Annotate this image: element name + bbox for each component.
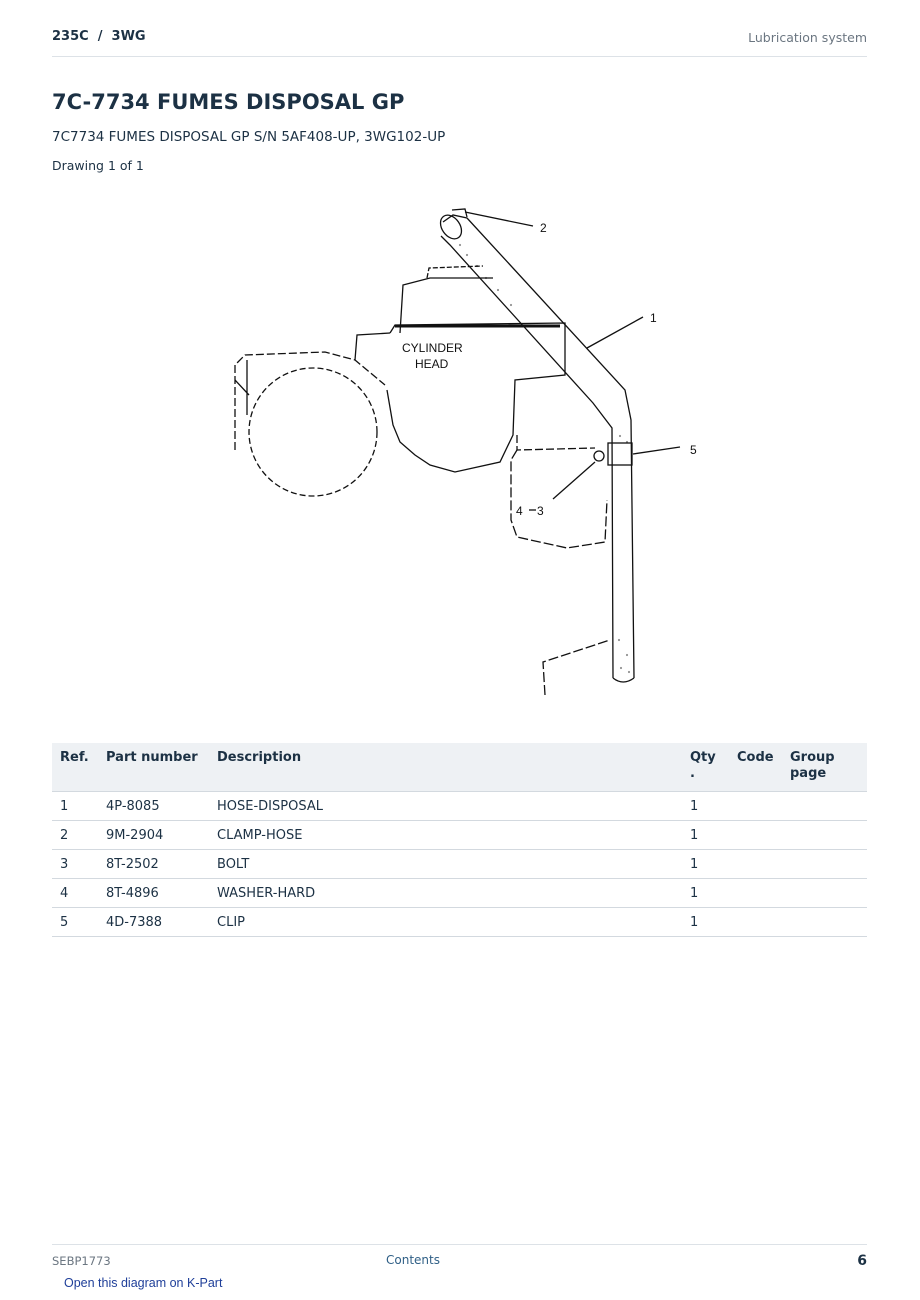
hose-end bbox=[436, 211, 466, 243]
cell-part-number: 8T-2502 bbox=[98, 850, 209, 879]
page-header bbox=[52, 28, 867, 57]
cell-qty: 1 bbox=[682, 850, 729, 879]
section-label: Lubrication system bbox=[748, 30, 867, 45]
table-row bbox=[52, 908, 867, 937]
cell-ref: 1 bbox=[52, 792, 98, 821]
col-header-qty bbox=[682, 743, 729, 792]
cell-qty: 1 bbox=[682, 792, 729, 821]
document-id: SEBP1773 bbox=[52, 1254, 111, 1268]
leader-line-1 bbox=[587, 317, 643, 348]
frame-fragment bbox=[543, 640, 610, 695]
col-header-qty-line1: Qty bbox=[690, 750, 716, 765]
page-number: 6 bbox=[857, 1253, 867, 1269]
table-row bbox=[52, 821, 867, 850]
cell-code bbox=[729, 908, 782, 937]
cell-description: BOLT bbox=[209, 850, 682, 879]
col-header-ref: Ref. bbox=[52, 743, 98, 792]
cell-description: CLAMP-HOSE bbox=[209, 821, 682, 850]
drawing-count: Drawing 1 of 1 bbox=[52, 158, 144, 173]
hose-outer bbox=[443, 215, 634, 678]
col-header-code: Code bbox=[729, 743, 782, 792]
contents-link[interactable]: Contents bbox=[386, 1253, 440, 1267]
parts-table bbox=[52, 743, 867, 937]
block-step bbox=[355, 333, 390, 360]
housing-outline-left bbox=[235, 352, 385, 450]
col-header-group-line2: page bbox=[790, 766, 827, 781]
page-title: 7C-7734 FUMES DISPOSAL GP bbox=[52, 90, 405, 114]
parts-diagram bbox=[215, 200, 715, 700]
leader-line-2 bbox=[465, 212, 533, 226]
cell-group-page bbox=[782, 821, 867, 850]
cylinder-label-line2: HEAD bbox=[415, 357, 449, 371]
callout-3: 3 bbox=[537, 504, 544, 518]
cell-description: CLIP bbox=[209, 908, 682, 937]
col-header-description: Description bbox=[209, 743, 682, 792]
cell-group-page bbox=[782, 908, 867, 937]
housing-edge bbox=[235, 360, 249, 415]
col-header-part-number: Part number bbox=[98, 743, 209, 792]
cover-top bbox=[517, 435, 595, 450]
callout-1: 1 bbox=[650, 311, 657, 325]
table-header-row bbox=[52, 743, 867, 792]
cell-part-number: 9M-2904 bbox=[98, 821, 209, 850]
callout-2: 2 bbox=[540, 221, 547, 235]
leader-line-5 bbox=[633, 447, 680, 454]
cell-code bbox=[729, 792, 782, 821]
model-label: 235C / 3WG bbox=[52, 29, 146, 44]
page-footer bbox=[52, 1244, 867, 1275]
cell-qty: 1 bbox=[682, 908, 729, 937]
cell-group-page bbox=[782, 792, 867, 821]
cell-code bbox=[729, 821, 782, 850]
cell-ref: 2 bbox=[52, 821, 98, 850]
hose-bottom-end bbox=[613, 678, 634, 682]
table-row bbox=[52, 850, 867, 879]
cell-ref: 3 bbox=[52, 850, 98, 879]
col-header-qty-line2: . bbox=[690, 766, 695, 781]
col-header-group-page bbox=[782, 743, 867, 792]
flywheel-outline bbox=[249, 368, 377, 496]
kpart-diagram-link[interactable]: Open this diagram on K-Part bbox=[64, 1276, 223, 1290]
cell-part-number: 8T-4896 bbox=[98, 879, 209, 908]
cell-ref: 4 bbox=[52, 879, 98, 908]
cell-description: HOSE-DISPOSAL bbox=[209, 792, 682, 821]
callout-4: 4 bbox=[516, 504, 523, 518]
cell-description: WASHER-HARD bbox=[209, 879, 682, 908]
table-row bbox=[52, 792, 867, 821]
col-header-group-line1: Group bbox=[790, 750, 835, 765]
page-subtitle: 7C7734 FUMES DISPOSAL GP S/N 5AF408-UP, 3WG102-UP bbox=[52, 129, 446, 145]
cell-part-number: 4P-8085 bbox=[98, 792, 209, 821]
callout-5: 5 bbox=[690, 443, 697, 457]
hose-inner bbox=[441, 236, 613, 678]
cell-ref: 5 bbox=[52, 908, 98, 937]
cell-qty: 1 bbox=[682, 879, 729, 908]
clip-bolt bbox=[594, 451, 604, 461]
cell-group-page bbox=[782, 879, 867, 908]
cell-qty: 1 bbox=[682, 821, 729, 850]
cylinder-label-line1: CYLINDER bbox=[402, 341, 463, 355]
cell-code bbox=[729, 879, 782, 908]
cell-group-page bbox=[782, 850, 867, 879]
cell-part-number: 4D-7388 bbox=[98, 908, 209, 937]
parts-diagram-drawing bbox=[215, 200, 715, 700]
table-row bbox=[52, 879, 867, 908]
leader-line-3 bbox=[553, 462, 595, 499]
cell-code bbox=[729, 850, 782, 879]
